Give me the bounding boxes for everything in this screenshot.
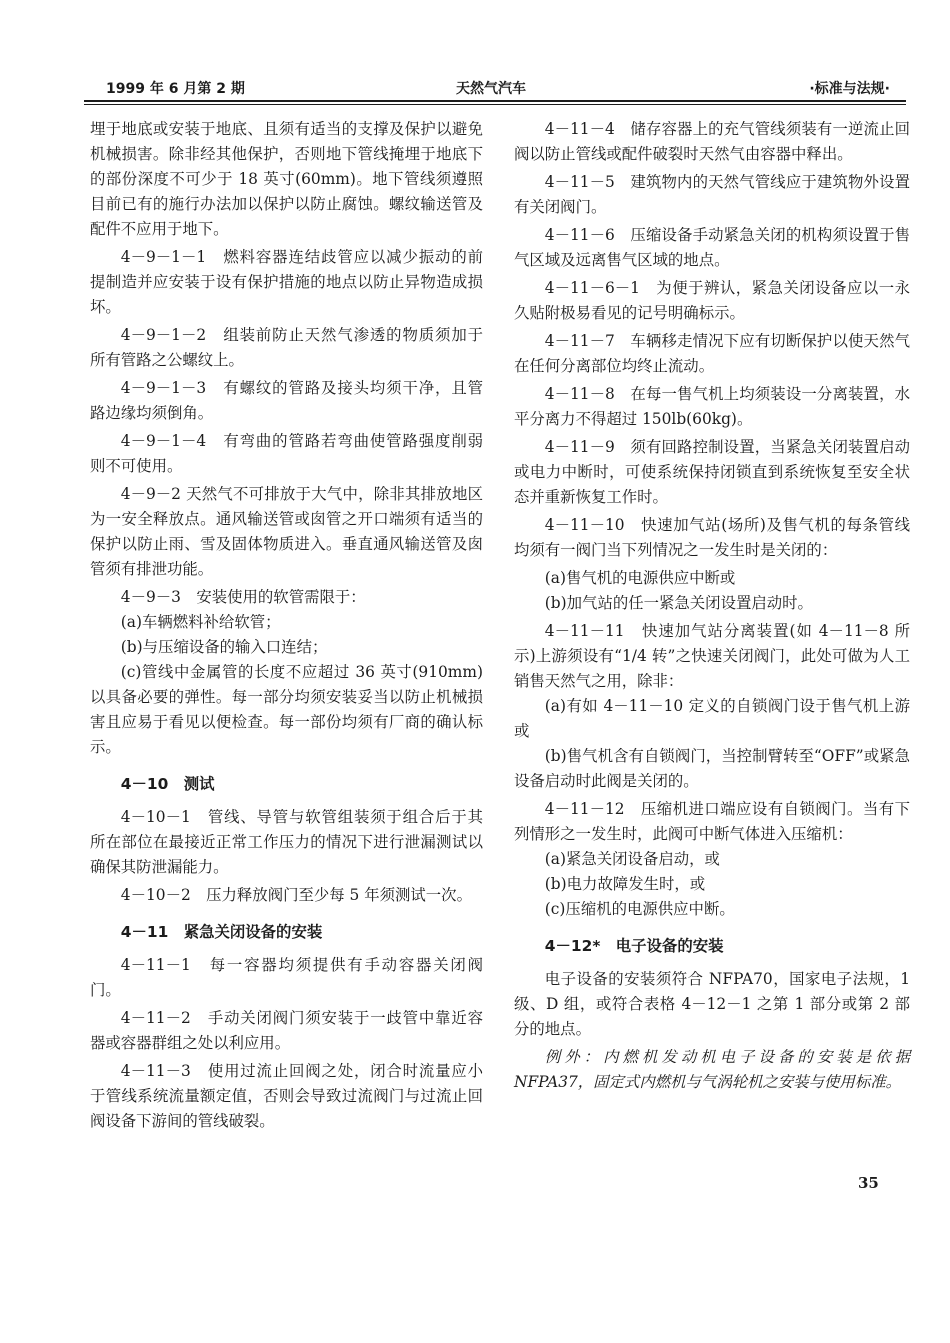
running-header	[84, 74, 906, 100]
list-item: (b)加气站的任一紧急关闭设置启动时。	[544, 594, 813, 612]
page-number: 35	[858, 1174, 879, 1192]
list-item: (b)电力故障发生时，或	[544, 875, 706, 893]
clause: 4－9－1－4 有弯曲的管路若弯曲使管路强度削弱则不可使用。	[90, 432, 483, 475]
section-heading: 4－11 紧急关闭设备的安装	[120, 923, 323, 941]
clause: 4－11－11 快速加气站分离装置(如 4－11－8 所示)上游须设有“1/4 转”之快速关闭阀门，此处可做为人工销售天然气之用，除非：	[514, 622, 910, 690]
clause: 4－9－1－2 组装前防止天然气渗透的物质须加于所有管路之公螺纹上。	[90, 326, 483, 369]
header-rule	[84, 100, 906, 102]
clause: 4－11－2 手动关闭阀门须安装于一歧管中靠近容器或容器群组之处以利应用。	[90, 1009, 483, 1052]
clause: 4－11－7 车辆移走情况下应有切断保护以使天然气在任何分离部位均终止流动。	[514, 332, 910, 375]
clause: 4－11－5 建筑物内的天然气管线应于建筑物外设置有关闭阀门。	[514, 173, 910, 216]
list-item: (c)管线中金属管的长度不应超过 36 英寸(910mm)以具备必要的弹性。每一部分均须安装妥当以防止机械损害且应易于看见以便检查。每一部份均须有厂商的确认标示。	[90, 663, 483, 756]
list-item: (c)压缩机的电源供应中断。	[544, 900, 735, 918]
clause: 4－11－9 须有回路控制设置，当紧急关闭装置启动或电力中断时，可使系统保持闭锁直到系统恢复至安全状态并重新恢复工作时。	[514, 438, 910, 506]
clause: 4－9－2 天然气不可排放于大气中，除非其排放地区为一安全释放点。通风输送管或囱管之开口端须有适当的保护以防止雨、雪及固体物质进入。垂直通风输送管及囱管须有排泄功能。	[90, 485, 483, 578]
section-heading: 4－12* 电子设备的安装	[544, 937, 724, 955]
clause: 4－10－1 管线、导管与软管组装须于组合后于其所在部位在最接近正常工作压力的情况下进行泄漏测试以确保其防泄漏能力。	[90, 808, 483, 876]
clause: 4－11－6 压缩设备手动紧急关闭的机构须设置于售气区域及远离售气区域的地点。	[514, 226, 910, 269]
exception-note: 例外：内燃机发动机电子设备的安装是依据 NFPA37，固定式内燃机与气涡轮机之安装与使用标准。	[514, 1048, 910, 1091]
clause: 4－10－2 压力释放阀门至少每 5 年须测试一次。	[120, 886, 472, 904]
left-column	[90, 117, 483, 1134]
header-rule-thin	[84, 104, 906, 105]
list-item: (a)有如 4－11－10 定义的自锁阀门设于售气机上游或	[514, 697, 910, 740]
paragraph: 埋于地底或安装于地底、且须有适当的支撑及保护以避免机械损害。除非经其他保护，否则地下管线掩埋于地底下的部份深度不可少于 18 英寸(60mm)。地下管线须遵照目前已有的施行办法加以保护以防止腐蚀。螺纹输送管及配件不应用于地下。	[90, 120, 483, 238]
clause: 4－9－1－3 有螺纹的管路及接头均须干净，且管路边缘均须倒角。	[90, 379, 483, 422]
clause: 4－11－3 使用过流止回阀之处，闭合时流量应小于管线系统流量额定值，否则会导致过流阀门与过流止回阀设备下游间的管线破裂。	[90, 1062, 483, 1130]
clause: 4－11－12 压缩机进口端应设有自锁阀门。当有下列情形之一发生时，此阀可中断气体进入压缩机：	[514, 800, 910, 843]
clause: 4－11－6－1 为便于辨认，紧急关闭设备应以一永久贴附极易看见的记号明确标示。	[514, 279, 910, 322]
section-label: ·标准与法规·	[809, 81, 890, 97]
list-item: (b)与压缩设备的输入口连结；	[120, 638, 328, 656]
list-item: (a)车辆燃料补给软管；	[120, 613, 281, 631]
paragraph: 电子设备的安装须符合 NFPA70，国家电子法规，1 级、D 组，或符合表格 4－12－1 之第 1 部分或第 2 部分的地点。	[514, 970, 910, 1038]
clause: 4－11－8 在每一售气机上均须装设一分离装置，水平分离力不得超过 150lb(60kg)。	[514, 385, 910, 428]
journal-title: 天然气汽车	[456, 81, 526, 97]
right-column	[514, 117, 910, 1095]
section-heading: 4－10 测试	[120, 775, 215, 793]
clause: 4－9－1－1 燃料容器连结歧管应以减少振动的前提制造并应安装于设有保护措施的地点以防止异物造成损坏。	[90, 248, 483, 316]
issue-label: 1999 年 6 月第 2 期	[106, 81, 245, 97]
clause: 4－11－4 储存容器上的充气管线须装有一逆流止回阀以防止管线或配件破裂时天然气由容器中释出。	[514, 120, 910, 163]
clause: 4－9－3 安装使用的软管需限于：	[120, 588, 366, 606]
list-item: (a)紧急关闭设备启动，或	[544, 850, 720, 868]
clause: 4－11－1 每一容器均须提供有手动容器关闭阀门。	[90, 956, 483, 999]
clause: 4－11－10 快速加气站(场所)及售气机的每条管线均须有一阀门当下列情况之一发生时是关闭的：	[514, 516, 910, 559]
list-item: (a)售气机的电源供应中断或	[544, 569, 736, 587]
list-item: (b)售气机含有自锁阀门，当控制臂转至“OFF”或紧急设备启动时此阀是关闭的。	[514, 747, 910, 790]
